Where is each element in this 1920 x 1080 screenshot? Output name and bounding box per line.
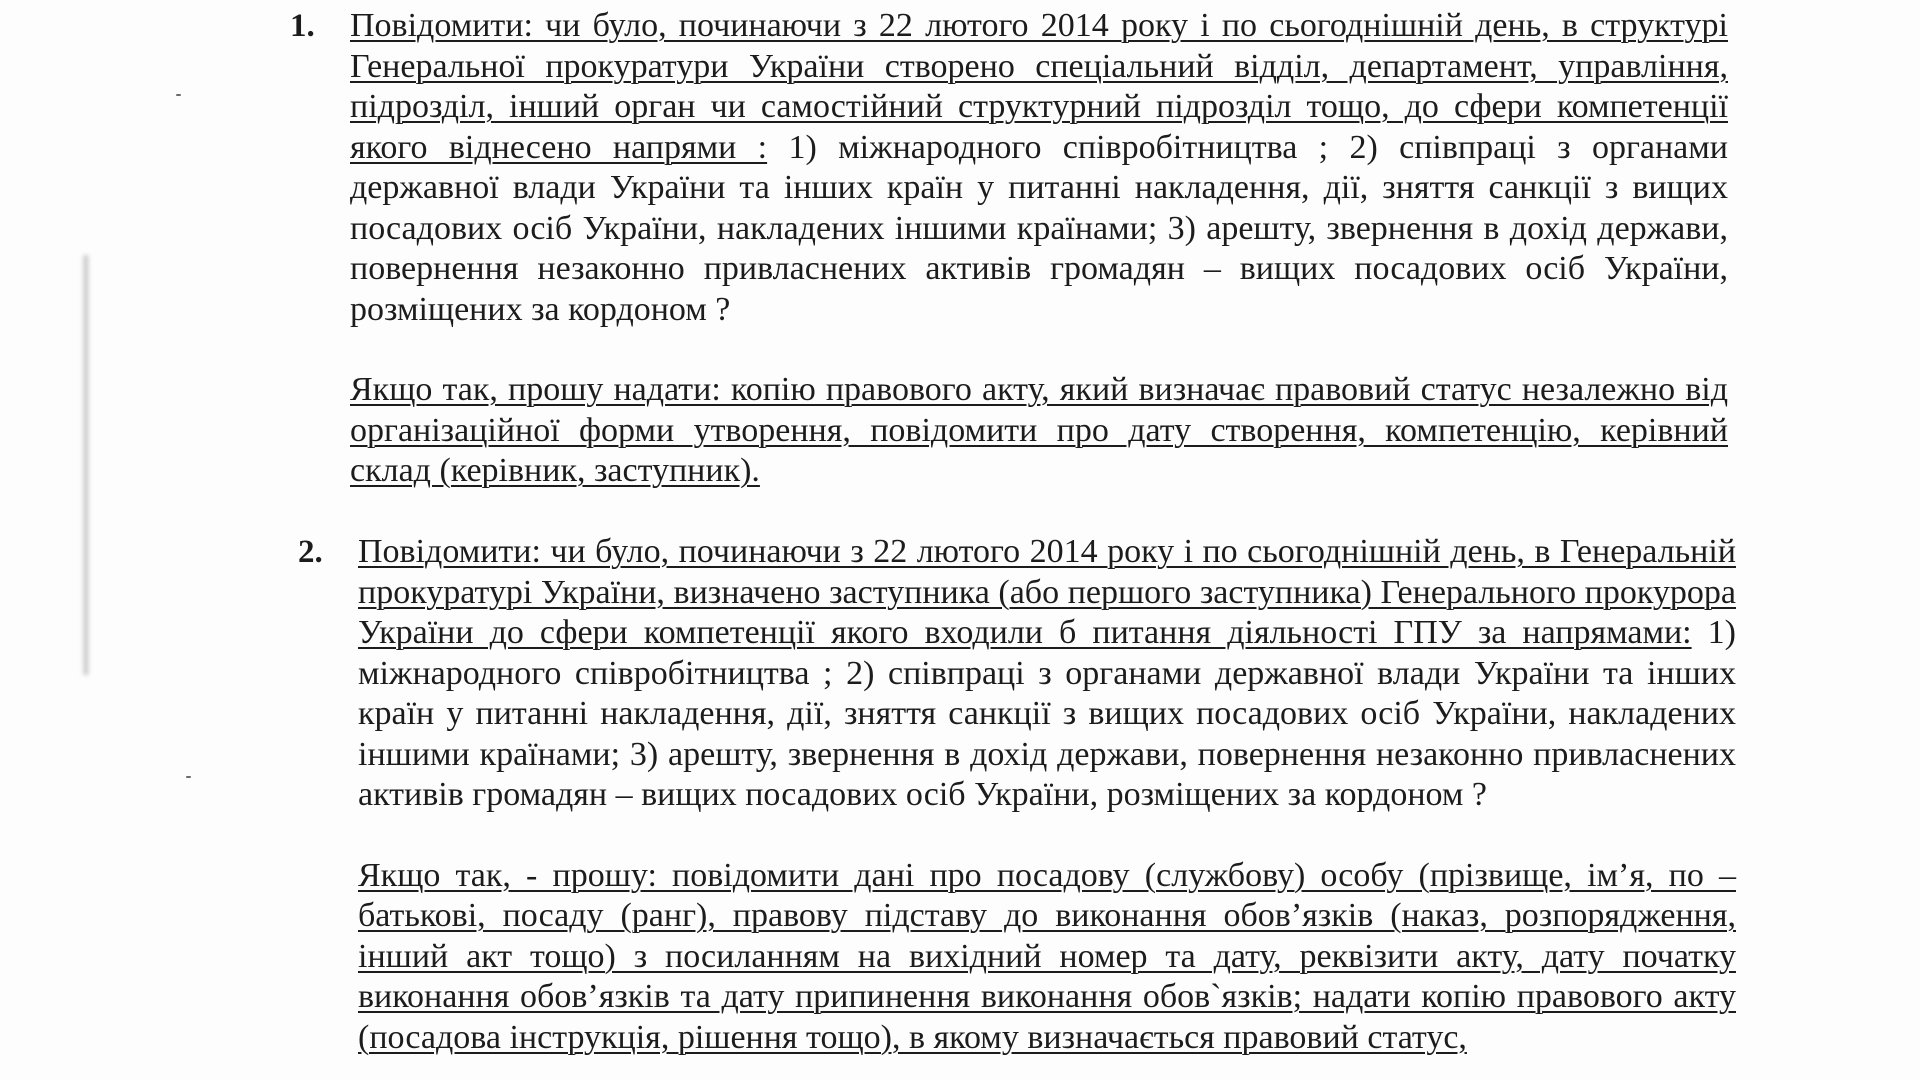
request-item-2 xyxy=(298,532,1738,1080)
request-paragraph: Якщо так, - прошу: повідомити дані про посадову (службову) особу (прізвище, ім’я, по – батькові, посаду (ранг), правову підставу до виконання обов’язків (наказ, розпорядження, інший акт тощо) з посиланням на вихідний номер та дату, реквізити акту, дату початку виконання обов’язків та дату припинення виконання обов`язків; надати копію правового акту (посадова інструкція, рішення тощо), в якому визначається правовий статус, xyxy=(358,856,1736,1056)
question-underlined-text: Повідомити: чи було, починаючи з 22 лютого 2014 року і по сьогоднішній день, в структурі Генеральної прокуратури України створено спеціальний відділ, департамент, управління, підрозділ, інший орган чи самостійний структурний підрозділ тощо, до сфери компетенції якого віднесено напрями : xyxy=(350,7,1728,166)
question-underlined-text: Повідомити: чи було, починаючи з 22 лютого 2014 року і по сьогоднішній день, в Генеральній прокуратурі України, визначено заступника (або першого заступника) Генерального прокурора України до сфери компетенції якого входили б питання діяльності ГПУ за напрямами: xyxy=(358,533,1736,651)
question-text: 1) міжнародного співробітництва ; 2) співпраці з органами державної влади України та інших країн у питанні накладення, дії, зняття санкції з вищих посадових осіб України, накладених іншими країнами; 3) арешту, звернення в дохід держави, повернення незаконно привласнених активів громадян – вищих посадових осіб України, розміщених за кордоном ? xyxy=(350,128,1728,328)
scan-speck xyxy=(186,776,191,778)
item-number: 1. xyxy=(290,8,315,44)
request-paragraph: Якщо так, прошу надати: копію правового акту, який визначає правовий статус незалежно від організаційної форми утворення, повідомити про дату створення, компетенцію, керівний склад (керівник, заступник). xyxy=(350,371,1728,489)
scan-speck xyxy=(176,94,181,96)
question-text: 1) міжнародного співробітництва ; 2) співпраці з органами державної влади України та інших країн у питанні накладення, дії, зняття санкції з вищих посадових осіб України, накладених іншими країнами; 3) арешту, звернення в дохід держави, повернення незаконно привласнених активів громадян – вищих посадових осіб України, розміщених за кордоном ? xyxy=(358,614,1736,813)
request-item-1 xyxy=(290,6,1730,489)
item-body xyxy=(358,532,1736,1058)
question-paragraph xyxy=(350,6,1728,330)
question-paragraph xyxy=(358,532,1736,816)
item-body xyxy=(350,6,1728,492)
item-number: 2. xyxy=(298,534,323,570)
scanner-shadow xyxy=(82,255,90,675)
